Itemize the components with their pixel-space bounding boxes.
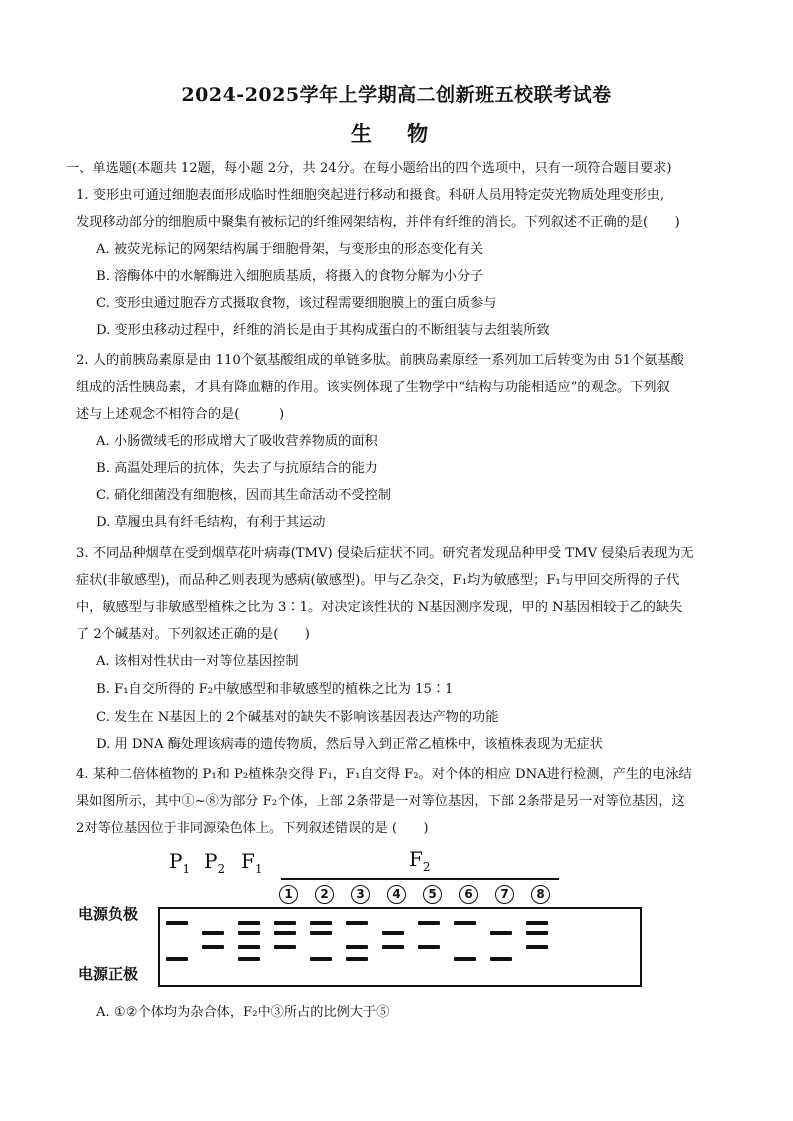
band — [490, 931, 512, 935]
electrophoresis-figure — [76, 845, 696, 995]
q4-stem-line-1: 4. 某种二倍体植物的 P₁和 P₂植株杂交得 F₁，F₁自交得 F₂。对个体的相应 DNA进行检测，产生的电泳结 — [76, 767, 692, 782]
band — [166, 957, 188, 961]
q2-option-c: C. 硝化细菌没有细胞核，因而其生命活动不受控制 — [96, 488, 391, 503]
band — [490, 957, 512, 961]
band — [202, 931, 224, 935]
f2-individual-3: 3 — [351, 885, 370, 904]
band — [346, 957, 368, 961]
band — [274, 945, 296, 949]
band — [346, 921, 368, 925]
band — [238, 945, 260, 949]
f2-individual-2: 2 — [315, 885, 334, 904]
q2-option-b: B. 高温处理后的抗体，失去了与抗原结合的能力 — [96, 461, 378, 476]
q3-stem-line-1: 3. 不同品种烟草在受到烟草花叶病毒(TMV) 侵染后症状不同。研究者发现品种甲受 TMV 侵染后表现为无 — [76, 546, 694, 561]
q3-option-b: B. F₁自交所得的 F₂中敏感型和非敏感型的植株之比为 15∶1 — [96, 682, 454, 697]
subject-title: 生 物 — [350, 121, 443, 146]
band — [238, 931, 260, 935]
f2-individual-8: 8 — [531, 885, 550, 904]
f2-individual-1: 1 — [279, 885, 298, 904]
band — [526, 945, 548, 949]
q4-stem-line-3: 2对等位基因位于非同源染色体上。下列叙述错误的是 ( ) — [76, 821, 429, 836]
band — [418, 945, 440, 949]
q4-option-a: A. ①②个体均为杂合体，F₂中③所占的比例大于⑤ — [96, 1005, 390, 1020]
q2-stem-line-2: 组成的活性胰岛素，才具有降血糖的作用。该实例体现了生物学中“结构与功能相适应”的观念。下列叙 — [76, 380, 670, 395]
q3-stem-line-3: 中，敏感型与非敏感型植株之比为 3∶1。对决定该性状的 N基因测序发现，甲的 N基因相较于乙的缺失 — [76, 600, 683, 615]
q4-stem-line-2: 果如图所示，其中①~⑧为部分 F₂个体，上部 2条带是一对等位基因，下部 2条带是另一对等位基因，这 — [76, 794, 685, 809]
f2-individual-4: 4 — [387, 885, 406, 904]
band — [526, 931, 548, 935]
lane-header-f1: $F_1$ — [241, 849, 263, 876]
band — [274, 931, 296, 935]
lane-header-p2: $P_2$ — [204, 849, 226, 876]
lane-header-p1: $P_1$ — [169, 849, 191, 876]
q1-option-a: A. 被荧光标记的网架结构属于细胞骨架，与变形虫的形态变化有关 — [96, 242, 484, 257]
band — [346, 945, 368, 949]
band — [382, 931, 404, 935]
band — [454, 957, 476, 961]
band — [238, 957, 260, 961]
f2-individual-6: 6 — [459, 885, 478, 904]
band — [238, 921, 260, 925]
q2-stem-line-1: 2. 人的前胰岛素原是由 110个氨基酸组成的单链多肽。前胰岛素原经一系列加工后转变为由 51个氨基酸 — [76, 353, 684, 368]
q1-option-c: C. 变形虫通过胞吞方式摄取食物，该过程需要细胞膜上的蛋白质参与 — [96, 296, 497, 311]
band — [202, 945, 224, 949]
f2-bracket-line — [281, 878, 559, 880]
positive-pole-label: 电源正极 — [78, 965, 139, 983]
gel-box — [158, 907, 642, 987]
q3-stem-line-4: 了 2个碱基对。下列叙述正确的是( ) — [76, 627, 310, 642]
q3-option-c: C. 发生在 N基因上的 2个碱基对的缺失不影响该基因表达产物的功能 — [96, 710, 499, 725]
q2-option-a: A. 小肠微绒毛的形成增大了吸收营养物质的面积 — [96, 434, 378, 449]
q3-stem-line-2: 症状(非敏感型)，而品种乙则表现为感病(敏感型)。甲与乙杂交，F₁均为敏感型；F₁与甲回交所得的子代 — [76, 573, 680, 588]
band — [274, 921, 296, 925]
band — [310, 957, 332, 961]
band — [454, 921, 476, 925]
q2-option-d: D. 草履虫具有纤毛结构，有利于其运动 — [96, 515, 326, 530]
q3-option-a: A. 该相对性状由一对等位基因控制 — [96, 654, 299, 669]
q3-option-d: D. 用 DNA 酶处理该病毒的遗传物质，然后导入到正常乙植株中，该植株表现为无症状 — [96, 737, 603, 752]
q1-stem-line-1: 1. 变形虫可通过细胞表面形成临时性细胞突起进行移动和摄食。科研人员用特定荧光物质处理变形虫, — [76, 188, 665, 203]
q1-option-b: B. 溶酶体中的水解酶进入细胞质基质，将摄入的食物分解为小分子 — [96, 269, 484, 284]
exam-title: 2024-2025学年上学期高二创新班五校联考试卷 — [181, 84, 612, 106]
q1-stem-line-2: 发现移动部分的细胞质中聚集有被标记的纤维网架结构，并伴有纤维的消长。下列叙述不正确的是( ) — [76, 215, 680, 230]
section-header: 一、单选题(本题共 12题，每小题 2分，共 24分。在每小题给出的四个选项中，只有一项符合题目要求) — [66, 161, 672, 176]
f2-individual-5: 5 — [423, 885, 442, 904]
band — [526, 921, 548, 925]
band — [418, 921, 440, 925]
q1-option-d: D. 变形虫移动过程中，纤维的消长是由于其构成蛋白的不断组装与去组装所致 — [96, 323, 550, 338]
f2-individual-7: 7 — [495, 885, 514, 904]
f2-header: $F_2$ — [409, 847, 431, 874]
q2-stem-line-3: 述与上述观念不相符合的是( ) — [76, 407, 285, 422]
band — [166, 921, 188, 925]
band — [310, 921, 332, 925]
band — [310, 931, 332, 935]
band — [382, 945, 404, 949]
negative-pole-label: 电源负极 — [78, 905, 139, 923]
